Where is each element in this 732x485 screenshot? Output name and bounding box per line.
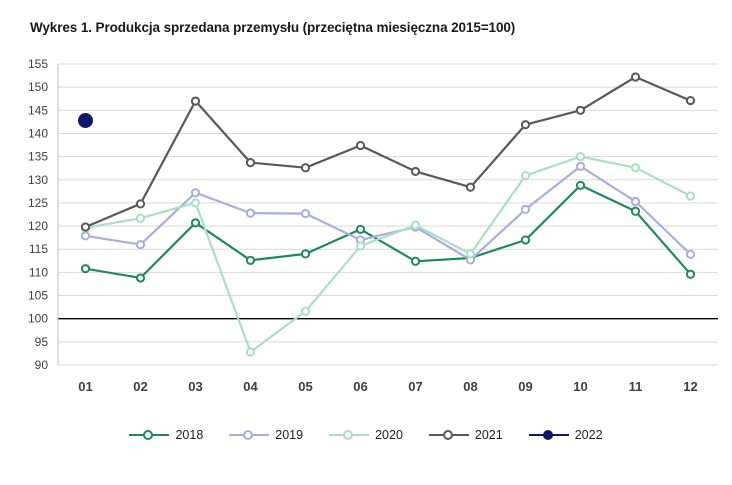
x-axis-tick-label: 02: [133, 379, 148, 394]
data-point-2018: [82, 265, 89, 272]
x-axis-tick-label: 05: [298, 379, 313, 394]
series-line-2021: [86, 77, 691, 227]
y-axis-tick-label: 115: [28, 242, 48, 257]
legend-swatch-2020: [329, 428, 369, 442]
legend-item-2020[interactable]: [329, 428, 403, 442]
data-point-2022: [79, 113, 93, 127]
data-point-2020: [632, 164, 639, 171]
x-axis-tick-label: 06: [353, 379, 368, 394]
data-point-2020: [192, 199, 199, 206]
data-point-2019: [247, 210, 254, 217]
y-axis-tick-label: 130: [27, 172, 48, 187]
data-point-2021: [412, 168, 419, 175]
data-point-2020: [577, 153, 584, 160]
data-point-2020: [412, 222, 419, 229]
data-point-2020: [247, 348, 254, 355]
data-point-2018: [687, 271, 694, 278]
legend-marker-2019: [243, 430, 253, 440]
legend-swatch-2022: [529, 428, 569, 442]
legend-swatch-2019: [229, 428, 269, 442]
data-point-2019: [302, 210, 309, 217]
data-point-2020: [137, 215, 144, 222]
legend-swatch-2021: [429, 428, 469, 442]
data-point-2018: [357, 226, 364, 233]
y-axis-tick-label: 90: [34, 358, 48, 372]
chart-legend: [0, 418, 732, 452]
legend-label-2019: 2019: [275, 428, 304, 442]
y-axis-tick-label: 110: [28, 265, 48, 280]
data-point-2020: [687, 192, 694, 199]
y-axis-tick-label: 100: [27, 311, 48, 326]
data-point-2019: [632, 198, 639, 205]
legend-marker-2021: [443, 430, 453, 440]
data-point-2019: [687, 251, 694, 258]
chart-plot-area: [0, 50, 732, 395]
data-point-2021: [632, 73, 639, 80]
data-point-2021: [192, 97, 199, 104]
data-point-2018: [412, 258, 419, 265]
x-axis-tick-label: 09: [518, 379, 533, 394]
legend-item-2018[interactable]: [129, 428, 203, 442]
data-point-2021: [467, 184, 474, 191]
line-chart-svg: [0, 50, 732, 395]
data-point-2021: [522, 121, 529, 128]
legend-marker-2022: [543, 430, 553, 440]
legend-label-2021: 2021: [474, 428, 503, 442]
legend-label-2018: 2018: [175, 428, 204, 442]
x-axis-tick-label: 11: [628, 379, 643, 394]
data-point-2020: [467, 250, 474, 257]
y-axis-tick-label: 150: [27, 80, 48, 95]
data-point-2018: [632, 208, 639, 215]
legend-label-2020: 2020: [375, 428, 403, 442]
x-axis-tick-label: 10: [573, 379, 588, 394]
data-point-2021: [137, 200, 144, 207]
y-axis-tick-label: 145: [27, 103, 48, 118]
x-axis-tick-label: 07: [408, 379, 423, 394]
data-point-2018: [247, 257, 254, 264]
page-title: Wykres 1. Produkcja sprzedana przemysłu (przeciętna miesięczna 2015=100): [30, 20, 516, 35]
x-axis-tick-label: 12: [683, 379, 698, 394]
data-point-2021: [577, 107, 584, 114]
x-axis-tick-label: 03: [188, 379, 203, 394]
legend-item-2022[interactable]: [529, 428, 603, 442]
legend-swatch-2018: [129, 428, 169, 442]
data-point-2018: [522, 236, 529, 243]
data-point-2018: [137, 274, 144, 281]
series-line-2020: [86, 157, 691, 352]
data-point-2021: [247, 159, 254, 166]
data-point-2020: [302, 308, 309, 315]
data-point-2020: [522, 172, 529, 179]
y-axis-tick-label: 135: [27, 149, 48, 164]
y-axis-tick-label: 105: [27, 288, 48, 303]
series-line-2018: [86, 185, 691, 278]
legend-marker-2020: [343, 430, 353, 440]
data-point-2021: [687, 97, 694, 104]
y-axis-tick-label: 155: [27, 57, 48, 71]
data-point-2018: [192, 219, 199, 226]
data-point-2021: [357, 142, 364, 149]
y-axis-tick-label: 120: [27, 219, 48, 234]
x-axis-tick-label: 01: [78, 379, 93, 394]
legend-label-2022: 2022: [574, 428, 603, 442]
data-point-2019: [192, 189, 199, 196]
data-point-2021: [82, 223, 89, 230]
y-axis-tick-label: 95: [34, 334, 48, 349]
y-axis-tick-label: 140: [27, 126, 48, 141]
data-point-2019: [577, 163, 584, 170]
data-point-2019: [522, 206, 529, 213]
data-point-2018: [577, 182, 584, 189]
y-axis-tick-label: 125: [27, 195, 48, 210]
x-axis-tick-label: 04: [243, 379, 258, 394]
data-point-2018: [302, 250, 309, 257]
data-point-2019: [82, 232, 89, 239]
x-axis-tick-label: 08: [463, 379, 478, 394]
data-point-2021: [302, 164, 309, 171]
data-point-2019: [137, 241, 144, 248]
legend-item-2021[interactable]: [429, 428, 503, 442]
legend-marker-2018: [143, 430, 153, 440]
data-point-2020: [357, 242, 364, 249]
legend-item-2019[interactable]: [229, 428, 303, 442]
